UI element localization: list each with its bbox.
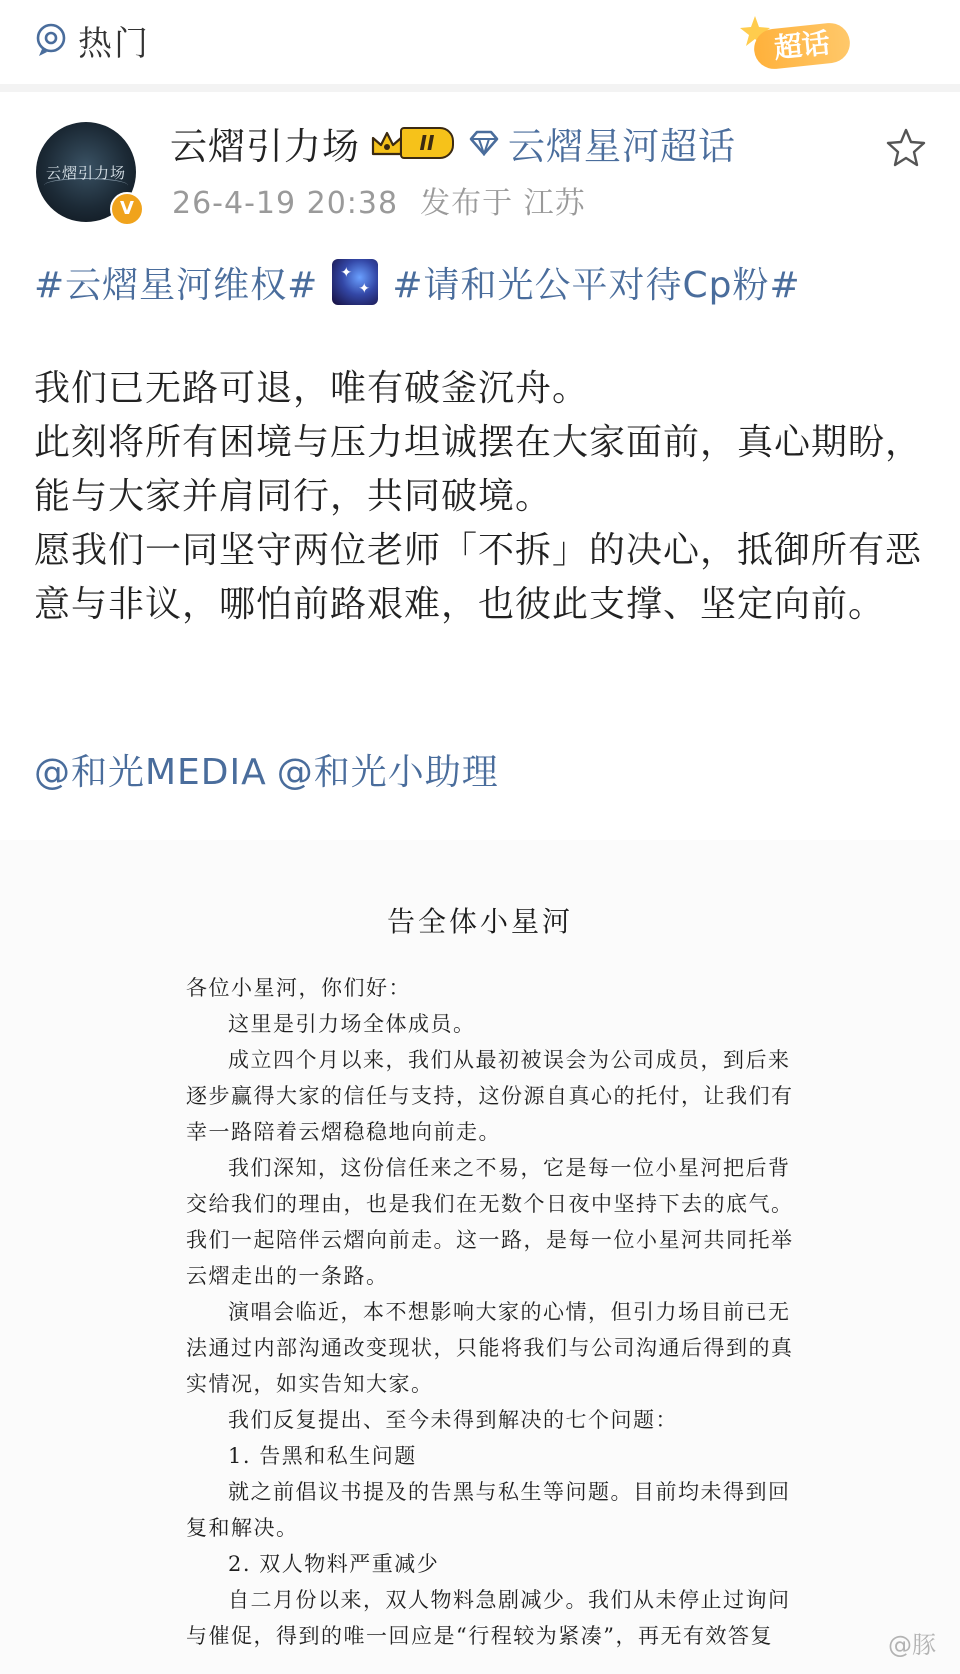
document-title: 告全体小星河 xyxy=(386,905,573,938)
post-location: 发布于 江苏 xyxy=(420,186,586,221)
hashtag-link[interactable]: #请和光公平对待Cp粉# xyxy=(392,264,801,306)
post-body xyxy=(34,362,924,632)
fan-level-number: II xyxy=(400,127,454,159)
hot-tab[interactable] xyxy=(34,10,150,70)
fan-level-badge[interactable] xyxy=(370,127,454,159)
author-name[interactable]: 云熠引力场 xyxy=(170,125,360,168)
supertopic-link[interactable] xyxy=(468,116,736,170)
mentions-row xyxy=(34,744,509,795)
post-paragraph: 我们已无路可退，唯有破釜沉舟。 xyxy=(34,368,590,409)
avatar-text: 云熠引力场 xyxy=(46,164,127,182)
hot-topic-icon xyxy=(34,23,68,57)
post-paragraph: 愿我们一同坚守两位老师「不拆」的决心，抵御所有恶意与非议，哪怕前路艰难，也彼此支撑、坚定向前。 xyxy=(34,530,923,625)
divider xyxy=(0,84,960,92)
attached-document-image[interactable] xyxy=(0,840,960,1674)
hashtag-link[interactable]: #云熠星河维权# xyxy=(34,264,319,306)
document-line: 各位小星河，你们好： xyxy=(186,976,411,1000)
document-line: 1. 告黑和私生问题 xyxy=(228,1444,417,1468)
document-line: 演唱会临近，本不想影响大家的心情，但引力场目前已无法通过内部沟通改变现状，只能将我们与公司沟通后得到的真实情况，如实告知大家。 xyxy=(186,1300,794,1396)
watermark: @豚 xyxy=(888,1631,936,1659)
supertopic-link-label: 云熠星河超话 xyxy=(508,125,736,168)
mention-link[interactable]: @和光MEDIA xyxy=(34,752,267,793)
document-line: 我们反复提出、至今未得到解决的七个问题： xyxy=(228,1408,678,1432)
verified-badge-icon: V xyxy=(110,192,144,226)
document-line: 这里是引力场全体成员。 xyxy=(228,1012,476,1036)
diamond-icon xyxy=(468,130,500,156)
post-header xyxy=(0,96,960,236)
mention-link[interactable]: @和光小助理 xyxy=(276,752,499,793)
supertopic-badge-label: 超话 xyxy=(752,21,852,71)
document-line: 我们深知，这份信任来之不易，它是每一位小星河把后背交给我们的理由，也是我们在无数个日夜中坚持下去的底气。我们一起陪伴云熠向前走。这一路，是每一位小星河共同托举云熠走出的一条路。 xyxy=(186,1156,794,1288)
document-line: 就之前倡议书提及的告黑与私生等问题。目前均未得到回复和解决。 xyxy=(186,1480,791,1540)
post-meta xyxy=(172,178,608,222)
post-paragraph: 此刻将所有困境与压力坦诚摆在大家面前，真心期盼，能与大家并肩同行，共同破境。 xyxy=(34,422,923,517)
post-timestamp: 26-4-19 20:38 xyxy=(172,186,399,221)
hashtag-row xyxy=(34,254,801,310)
crown-icon xyxy=(370,128,404,158)
author-row xyxy=(170,120,736,166)
document-line: 自二月份以来，双人物料急剧减少。我们从未停止过询问与催促，得到的唯一回应是“行程较为紧凑”，再无有效答复 xyxy=(186,1588,791,1648)
galaxy-emoji-icon: ✦ ✦ xyxy=(332,259,378,305)
document-line: 2. 双人物料严重减少 xyxy=(228,1552,440,1576)
document-body xyxy=(186,970,806,1654)
document-line: 成立四个月以来，我们从最初被误会为公司成员，到后来逐步赢得大家的信任与支持，这份源自真心的托付，让我们有幸一路陪着云熠稳稳地向前走。 xyxy=(186,1048,794,1144)
supertopic-badge[interactable] xyxy=(732,12,882,82)
top-bar xyxy=(0,0,960,84)
favorite-star-icon[interactable] xyxy=(884,126,928,170)
hot-tab-label: 热门 xyxy=(78,23,150,64)
